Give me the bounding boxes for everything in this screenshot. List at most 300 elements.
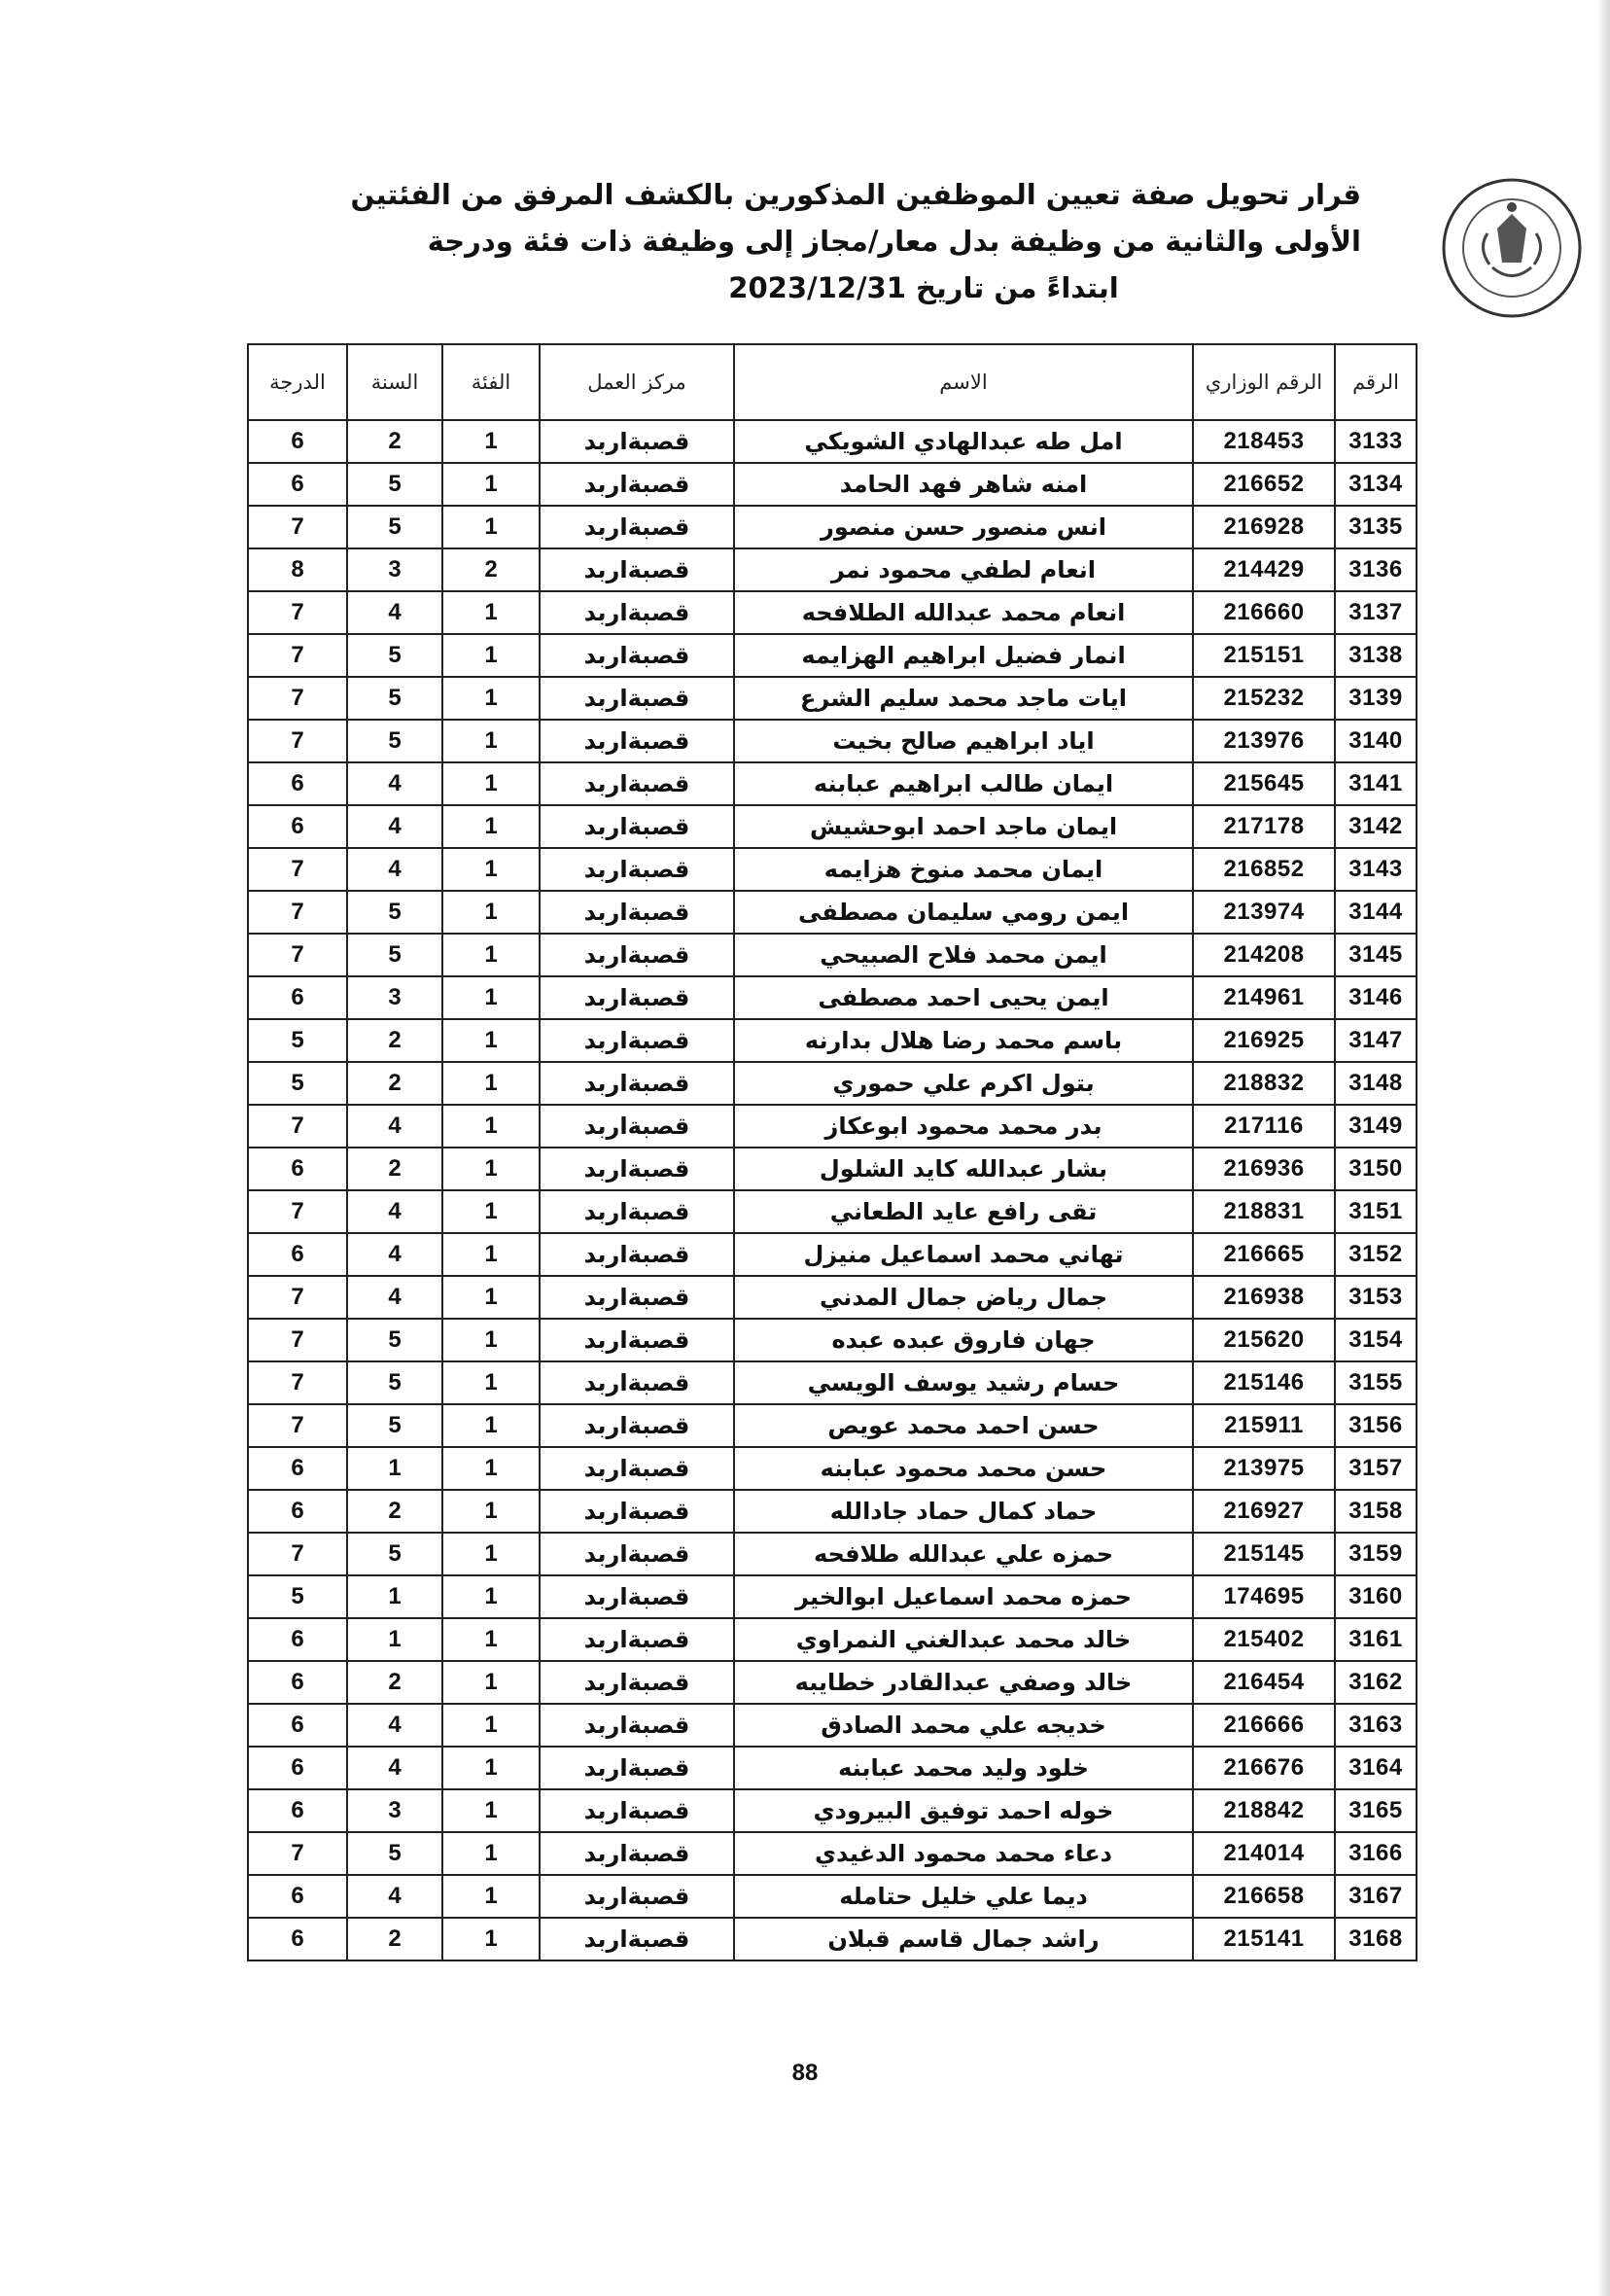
table-row: [248, 1404, 1417, 1447]
cell-category: 1: [442, 1062, 540, 1105]
cell-ministerial: 216928: [1193, 506, 1335, 548]
cell-category: 1: [442, 848, 540, 891]
table-row: [248, 1148, 1417, 1190]
table-row: [248, 1575, 1417, 1618]
cell-name: حماد كمال حماد جادالله: [734, 1490, 1193, 1533]
cell-grade: 6: [248, 762, 347, 805]
cell-center: قصبةاربد: [540, 1832, 734, 1875]
cell-grade: 7: [248, 1319, 347, 1361]
cell-year: 1: [347, 1618, 442, 1661]
cell-year: 4: [347, 1875, 442, 1918]
cell-grade: 7: [248, 1276, 347, 1319]
cell-category: 1: [442, 634, 540, 677]
cell-ministerial: 216660: [1193, 591, 1335, 634]
table-row: [248, 1361, 1417, 1404]
cell-ministerial: 215141: [1193, 1918, 1335, 1960]
cell-ministerial: 216676: [1193, 1747, 1335, 1789]
cell-num: 3139: [1335, 677, 1417, 720]
cell-year: 5: [347, 463, 442, 506]
cell-ministerial: 216454: [1193, 1661, 1335, 1704]
table-row: [248, 1875, 1417, 1918]
header-year: السنة: [347, 344, 442, 420]
table-row: [248, 720, 1417, 762]
cell-center: قصبةاربد: [540, 1918, 734, 1960]
cell-center: قصبةاربد: [540, 805, 734, 848]
cell-center: قصبةاربد: [540, 1575, 734, 1618]
cell-year: 5: [347, 1533, 442, 1575]
cell-year: 4: [347, 1190, 442, 1233]
cell-num: 3156: [1335, 1404, 1417, 1447]
cell-category: 1: [442, 1618, 540, 1661]
cell-num: 3144: [1335, 891, 1417, 934]
cell-grade: 6: [248, 420, 347, 463]
cell-num: 3133: [1335, 420, 1417, 463]
table-row: [248, 1747, 1417, 1789]
cell-center: قصبةاربد: [540, 976, 734, 1019]
cell-grade: 6: [248, 805, 347, 848]
cell-category: 1: [442, 591, 540, 634]
cell-name: جهان فاروق عبده عبده: [734, 1319, 1193, 1361]
cell-name: ايمن يحيى احمد مصطفى: [734, 976, 1193, 1019]
cell-num: 3150: [1335, 1148, 1417, 1190]
cell-category: 1: [442, 1747, 540, 1789]
cell-name: تهاني محمد اسماعيل منيزل: [734, 1233, 1193, 1276]
cell-center: قصبةاربد: [540, 1019, 734, 1062]
cell-num: 3166: [1335, 1832, 1417, 1875]
cell-category: 1: [442, 677, 540, 720]
cell-year: 4: [347, 762, 442, 805]
cell-num: 3138: [1335, 634, 1417, 677]
cell-year: 5: [347, 634, 442, 677]
table-row: [248, 848, 1417, 891]
cell-grade: 7: [248, 848, 347, 891]
cell-name: ايات ماجد محمد سليم الشرع: [734, 677, 1193, 720]
cell-num: 3136: [1335, 548, 1417, 591]
cell-category: 2: [442, 548, 540, 591]
cell-category: 1: [442, 1148, 540, 1190]
cell-center: قصبةاربد: [540, 934, 734, 976]
cell-grade: 6: [248, 1918, 347, 1960]
cell-ministerial: 217178: [1193, 805, 1335, 848]
cell-center: قصبةاربد: [540, 1062, 734, 1105]
table-row: [248, 1276, 1417, 1319]
cell-ministerial: 213975: [1193, 1447, 1335, 1490]
cell-num: 3141: [1335, 762, 1417, 805]
cell-num: 3143: [1335, 848, 1417, 891]
cell-category: 1: [442, 506, 540, 548]
cell-center: قصبةاربد: [540, 1747, 734, 1789]
table-row: [248, 1105, 1417, 1148]
cell-center: قصبةاربد: [540, 891, 734, 934]
cell-ministerial: 215151: [1193, 634, 1335, 677]
cell-ministerial: 218831: [1193, 1190, 1335, 1233]
cell-center: قصبةاربد: [540, 506, 734, 548]
cell-ministerial: 213976: [1193, 720, 1335, 762]
cell-grade: 7: [248, 1832, 347, 1875]
table-row: [248, 1661, 1417, 1704]
cell-num: 3151: [1335, 1190, 1417, 1233]
cell-name: انس منصور حسن منصور: [734, 506, 1193, 548]
cell-center: قصبةاربد: [540, 720, 734, 762]
cell-year: 3: [347, 976, 442, 1019]
cell-ministerial: 215911: [1193, 1404, 1335, 1447]
cell-num: 3165: [1335, 1789, 1417, 1832]
cell-grade: 6: [248, 1661, 347, 1704]
cell-center: قصبةاربد: [540, 1105, 734, 1148]
header-ministerial: الرقم الوزاري: [1193, 344, 1335, 420]
cell-num: 3155: [1335, 1361, 1417, 1404]
cell-grade: 6: [248, 1233, 347, 1276]
cell-ministerial: 218832: [1193, 1062, 1335, 1105]
cell-category: 1: [442, 1447, 540, 1490]
table-row: [248, 1062, 1417, 1105]
header-category: الفئة: [442, 344, 540, 420]
title-line-3: ابتداءً من تاريخ 2023/12/31: [728, 271, 1119, 304]
cell-center: قصبةاربد: [540, 1490, 734, 1533]
cell-ministerial: 216652: [1193, 463, 1335, 506]
table-row: [248, 1618, 1417, 1661]
document-header: [292, 165, 1585, 331]
table-row: [248, 891, 1417, 934]
cell-category: 1: [442, 1105, 540, 1148]
cell-year: 5: [347, 1361, 442, 1404]
cell-grade: 5: [248, 1019, 347, 1062]
cell-year: 4: [347, 848, 442, 891]
cell-center: قصبةاربد: [540, 1704, 734, 1747]
cell-num: 3157: [1335, 1447, 1417, 1490]
cell-center: قصبةاربد: [540, 634, 734, 677]
cell-ministerial: 215402: [1193, 1618, 1335, 1661]
cell-name: جمال رياض جمال المدني: [734, 1276, 1193, 1319]
table-row: [248, 1789, 1417, 1832]
cell-grade: 5: [248, 1575, 347, 1618]
table-row: [248, 762, 1417, 805]
cell-grade: 6: [248, 1148, 347, 1190]
cell-ministerial: 216925: [1193, 1019, 1335, 1062]
table-row: [248, 934, 1417, 976]
cell-ministerial: 213974: [1193, 891, 1335, 934]
cell-year: 2: [347, 1062, 442, 1105]
cell-grade: 7: [248, 1404, 347, 1447]
cell-center: قصبةاربد: [540, 1233, 734, 1276]
cell-num: 3148: [1335, 1062, 1417, 1105]
cell-year: 5: [347, 1404, 442, 1447]
cell-num: 3164: [1335, 1747, 1417, 1789]
cell-center: قصبةاربد: [540, 677, 734, 720]
cell-category: 1: [442, 934, 540, 976]
cell-center: قصبةاربد: [540, 1789, 734, 1832]
table-row: [248, 1918, 1417, 1960]
cell-category: 1: [442, 463, 540, 506]
cell-grade: 7: [248, 720, 347, 762]
cell-ministerial: 216658: [1193, 1875, 1335, 1918]
cell-category: 1: [442, 1233, 540, 1276]
cell-year: 4: [347, 1704, 442, 1747]
cell-ministerial: 216938: [1193, 1276, 1335, 1319]
cell-name: امنه شاهر فهد الحامد: [734, 463, 1193, 506]
cell-name: حمزه علي عبدالله طلافحه: [734, 1533, 1193, 1575]
cell-year: 4: [347, 1747, 442, 1789]
cell-name: حمزه محمد اسماعيل ابوالخير: [734, 1575, 1193, 1618]
cell-category: 1: [442, 1019, 540, 1062]
cell-category: 1: [442, 1575, 540, 1618]
cell-center: قصبةاربد: [540, 1618, 734, 1661]
cell-num: 3158: [1335, 1490, 1417, 1533]
cell-name: بشار عبدالله كايد الشلول: [734, 1148, 1193, 1190]
cell-name: خديجه علي محمد الصادق: [734, 1704, 1193, 1747]
cell-num: 3167: [1335, 1875, 1417, 1918]
cell-center: قصبةاربد: [540, 1148, 734, 1190]
scan-edge-shadow: [1596, 0, 1610, 2296]
cell-num: 3168: [1335, 1918, 1417, 1960]
cell-center: قصبةاربد: [540, 1190, 734, 1233]
cell-category: 1: [442, 420, 540, 463]
cell-category: 1: [442, 1918, 540, 1960]
cell-name: بدر محمد محمود ابوعكاز: [734, 1105, 1193, 1148]
cell-grade: 7: [248, 1190, 347, 1233]
cell-ministerial: 217116: [1193, 1105, 1335, 1148]
cell-name: ايمان ماجد احمد ابوحشيش: [734, 805, 1193, 848]
cell-num: 3163: [1335, 1704, 1417, 1747]
cell-category: 1: [442, 1190, 540, 1233]
cell-num: 3159: [1335, 1533, 1417, 1575]
cell-ministerial: 214208: [1193, 934, 1335, 976]
cell-category: 1: [442, 976, 540, 1019]
cell-grade: 6: [248, 1789, 347, 1832]
cell-year: 2: [347, 1918, 442, 1960]
cell-ministerial: 214429: [1193, 548, 1335, 591]
cell-name: تقى رافع عايد الطعاني: [734, 1190, 1193, 1233]
cell-center: قصبةاربد: [540, 1276, 734, 1319]
table-row: [248, 506, 1417, 548]
table-row: [248, 1190, 1417, 1233]
cell-name: اياد ابراهيم صالح بخيت: [734, 720, 1193, 762]
cell-name: ايمان طالب ابراهيم عبابنه: [734, 762, 1193, 805]
cell-category: 1: [442, 762, 540, 805]
cell-name: انعام محمد عبدالله الطلافحه: [734, 591, 1193, 634]
cell-name: حسام رشيد يوسف الويسي: [734, 1361, 1193, 1404]
cell-num: 3152: [1335, 1233, 1417, 1276]
cell-year: 5: [347, 934, 442, 976]
cell-name: انمار فضيل ابراهيم الهزايمه: [734, 634, 1193, 677]
cell-num: 3135: [1335, 506, 1417, 548]
cell-ministerial: 218842: [1193, 1789, 1335, 1832]
cell-category: 1: [442, 1276, 540, 1319]
cell-center: قصبةاربد: [540, 1875, 734, 1918]
cell-ministerial: 215146: [1193, 1361, 1335, 1404]
table-header-row: [248, 344, 1417, 420]
cell-year: 4: [347, 1105, 442, 1148]
title-line-2: الأولى والثانية من وظيفة بدل معار/مجاز إلى وظيفة ذات فئة ودرجة: [427, 225, 1361, 258]
cell-grade: 8: [248, 548, 347, 591]
cell-num: 3140: [1335, 720, 1417, 762]
cell-category: 1: [442, 1533, 540, 1575]
cell-num: 3137: [1335, 591, 1417, 634]
cell-center: قصبةاربد: [540, 1319, 734, 1361]
cell-ministerial: 215145: [1193, 1533, 1335, 1575]
cell-center: قصبةاربد: [540, 1661, 734, 1704]
cell-year: 5: [347, 720, 442, 762]
table-row: [248, 1490, 1417, 1533]
cell-category: 1: [442, 1789, 540, 1832]
cell-grade: 7: [248, 677, 347, 720]
cell-grade: 6: [248, 976, 347, 1019]
title-line-1: قرار تحويل صفة تعيين الموظفين المذكورين بالكشف المرفق من الفئتين: [350, 178, 1361, 211]
cell-name: دعاء محمد محمود الدغيدي: [734, 1832, 1193, 1875]
table-row: [248, 591, 1417, 634]
cell-ministerial: 215645: [1193, 762, 1335, 805]
cell-name: ايمن محمد فلاح الصبيحي: [734, 934, 1193, 976]
cell-name: امل طه عبدالهادي الشويكي: [734, 420, 1193, 463]
cell-year: 4: [347, 1233, 442, 1276]
cell-center: قصبةاربد: [540, 548, 734, 591]
table-row: [248, 1704, 1417, 1747]
cell-category: 1: [442, 805, 540, 848]
cell-name: بتول اكرم علي حموري: [734, 1062, 1193, 1105]
table-row: [248, 1233, 1417, 1276]
cell-grade: 6: [248, 1704, 347, 1747]
cell-ministerial: 216936: [1193, 1148, 1335, 1190]
cell-ministerial: 216927: [1193, 1490, 1335, 1533]
header-name: الاسم: [734, 344, 1193, 420]
ministry-crest-icon: [1439, 175, 1585, 321]
table-row: [248, 1019, 1417, 1062]
cell-category: 1: [442, 891, 540, 934]
header-grade: الدرجة: [248, 344, 347, 420]
cell-category: 1: [442, 1319, 540, 1361]
cell-name: ديما علي خليل حتامله: [734, 1875, 1193, 1918]
cell-center: قصبةاربد: [540, 463, 734, 506]
cell-name: حسن محمد محمود عبابنه: [734, 1447, 1193, 1490]
cell-ministerial: 214014: [1193, 1832, 1335, 1875]
cell-grade: 7: [248, 506, 347, 548]
cell-grade: 7: [248, 891, 347, 934]
cell-year: 5: [347, 1319, 442, 1361]
cell-grade: 5: [248, 1062, 347, 1105]
cell-num: 3145: [1335, 934, 1417, 976]
table-row: [248, 976, 1417, 1019]
cell-category: 1: [442, 720, 540, 762]
cell-num: 3147: [1335, 1019, 1417, 1062]
cell-center: قصبةاربد: [540, 1447, 734, 1490]
cell-name: باسم محمد رضا هلال بدارنه: [734, 1019, 1193, 1062]
cell-grade: 7: [248, 1361, 347, 1404]
cell-ministerial: 216666: [1193, 1704, 1335, 1747]
cell-category: 1: [442, 1404, 540, 1447]
cell-year: 4: [347, 591, 442, 634]
cell-year: 2: [347, 1019, 442, 1062]
table-row: [248, 420, 1417, 463]
header-num: الرقم: [1335, 344, 1417, 420]
cell-num: 3161: [1335, 1618, 1417, 1661]
cell-grade: 6: [248, 463, 347, 506]
cell-center: قصبةاربد: [540, 1533, 734, 1575]
table-row: [248, 548, 1417, 591]
cell-name: خالد محمد عبدالغني النمراوي: [734, 1618, 1193, 1661]
header-center: مركز العمل: [540, 344, 734, 420]
cell-year: 2: [347, 1661, 442, 1704]
cell-category: 1: [442, 1704, 540, 1747]
cell-name: ايمان محمد منوخ هزايمه: [734, 848, 1193, 891]
cell-category: 1: [442, 1832, 540, 1875]
document-title: [350, 171, 1361, 311]
cell-year: 4: [347, 805, 442, 848]
cell-ministerial: 218453: [1193, 420, 1335, 463]
cell-name: حسن احمد محمد عويص: [734, 1404, 1193, 1447]
table-row: [248, 463, 1417, 506]
cell-year: 2: [347, 1148, 442, 1190]
cell-grade: 6: [248, 1747, 347, 1789]
cell-year: 1: [347, 1447, 442, 1490]
cell-num: 3149: [1335, 1105, 1417, 1148]
cell-year: 5: [347, 1832, 442, 1875]
cell-grade: 7: [248, 934, 347, 976]
cell-year: 5: [347, 891, 442, 934]
cell-grade: 7: [248, 634, 347, 677]
page-number: 88: [791, 2060, 819, 2086]
cell-grade: 6: [248, 1618, 347, 1661]
cell-grade: 7: [248, 1105, 347, 1148]
cell-ministerial: 214961: [1193, 976, 1335, 1019]
cell-num: 3142: [1335, 805, 1417, 848]
cell-num: 3160: [1335, 1575, 1417, 1618]
cell-center: قصبةاربد: [540, 591, 734, 634]
cell-name: خوله احمد توفيق البيرودي: [734, 1789, 1193, 1832]
employees-table: [247, 343, 1418, 1961]
cell-ministerial: 174695: [1193, 1575, 1335, 1618]
cell-grade: 6: [248, 1875, 347, 1918]
cell-center: قصبةاربد: [540, 762, 734, 805]
cell-grade: 6: [248, 1447, 347, 1490]
cell-name: راشد جمال قاسم قبلان: [734, 1918, 1193, 1960]
cell-center: قصبةاربد: [540, 1361, 734, 1404]
cell-category: 1: [442, 1490, 540, 1533]
cell-year: 3: [347, 548, 442, 591]
table-row: [248, 1533, 1417, 1575]
cell-num: 3154: [1335, 1319, 1417, 1361]
cell-num: 3134: [1335, 463, 1417, 506]
cell-num: 3146: [1335, 976, 1417, 1019]
cell-ministerial: 216665: [1193, 1233, 1335, 1276]
cell-center: قصبةاربد: [540, 848, 734, 891]
cell-year: 3: [347, 1789, 442, 1832]
cell-center: قصبةاربد: [540, 420, 734, 463]
cell-category: 1: [442, 1875, 540, 1918]
cell-category: 1: [442, 1661, 540, 1704]
cell-year: 2: [347, 420, 442, 463]
cell-grade: 6: [248, 1490, 347, 1533]
cell-category: 1: [442, 1361, 540, 1404]
cell-year: 1: [347, 1575, 442, 1618]
cell-year: 4: [347, 1276, 442, 1319]
cell-num: 3162: [1335, 1661, 1417, 1704]
table-row: [248, 1832, 1417, 1875]
cell-ministerial: 215620: [1193, 1319, 1335, 1361]
cell-name: انعام لطفي محمود نمر: [734, 548, 1193, 591]
table-row: [248, 634, 1417, 677]
table-row: [248, 1447, 1417, 1490]
cell-year: 2: [347, 1490, 442, 1533]
cell-name: ايمن رومي سليمان مصطفى: [734, 891, 1193, 934]
cell-year: 5: [347, 506, 442, 548]
cell-num: 3153: [1335, 1276, 1417, 1319]
cell-ministerial: 216852: [1193, 848, 1335, 891]
cell-center: قصبةاربد: [540, 1404, 734, 1447]
cell-name: خلود وليد محمد عبابنه: [734, 1747, 1193, 1789]
cell-year: 5: [347, 677, 442, 720]
cell-grade: 7: [248, 591, 347, 634]
table-row: [248, 1319, 1417, 1361]
